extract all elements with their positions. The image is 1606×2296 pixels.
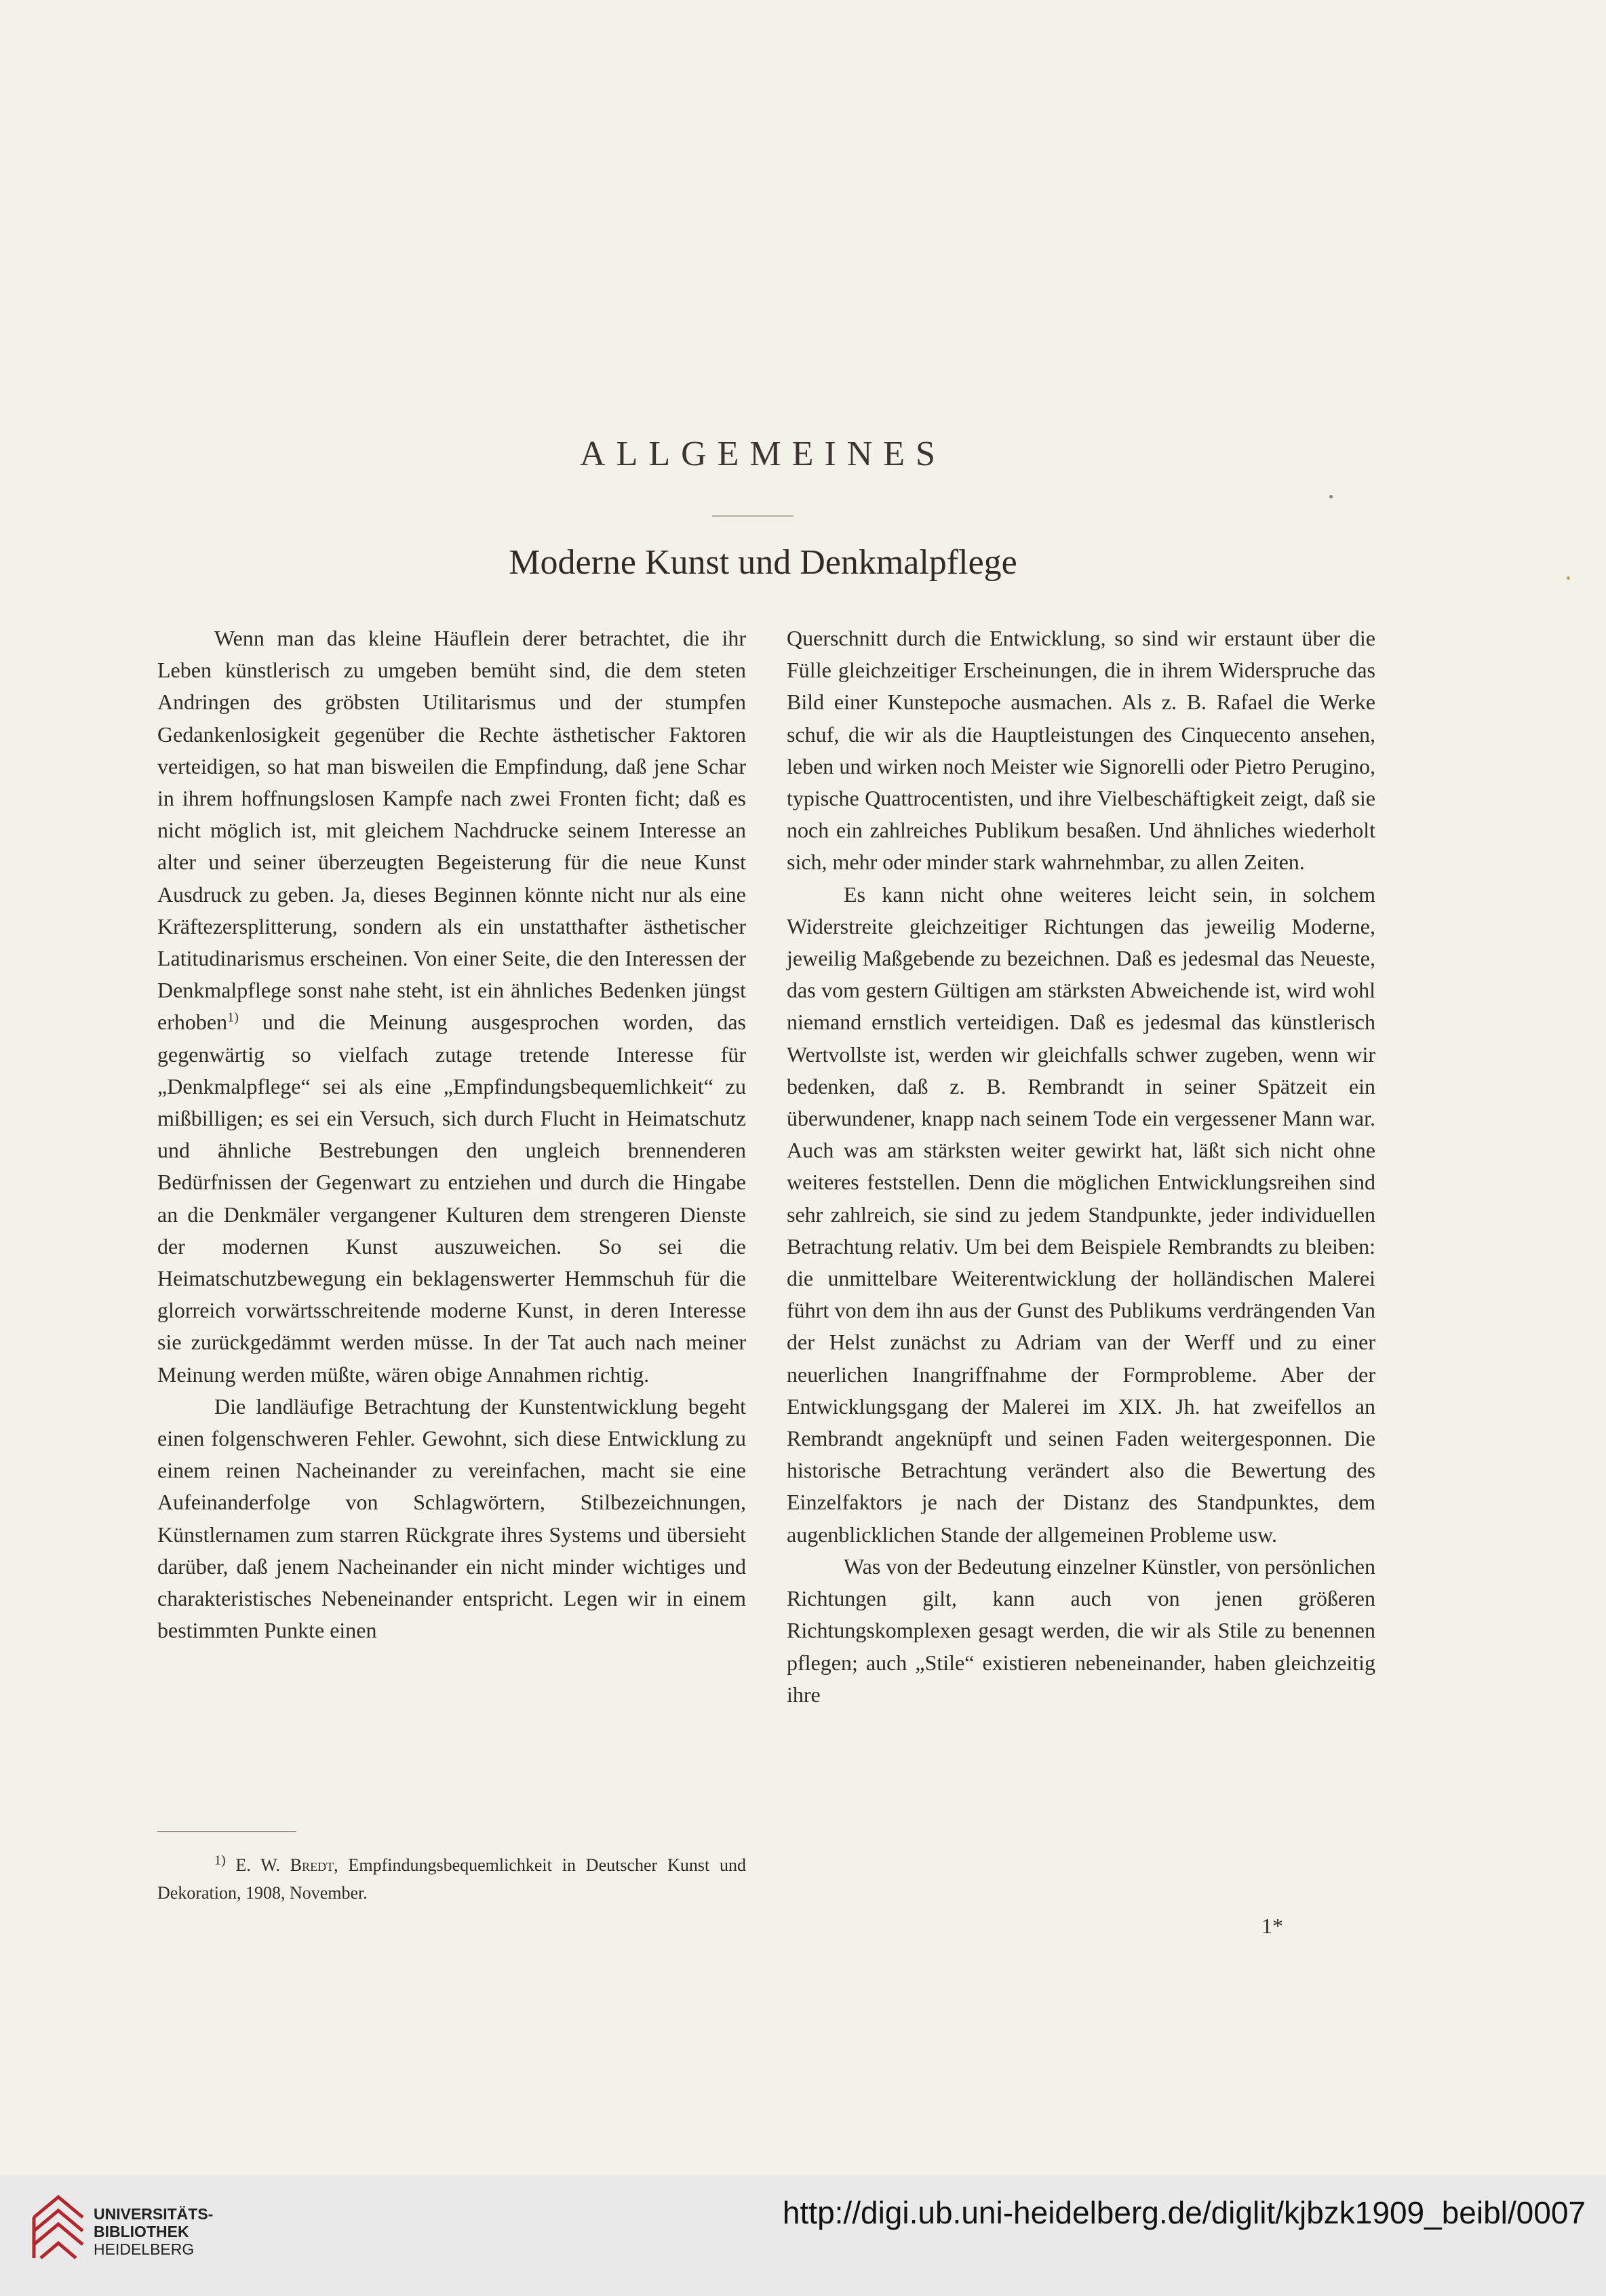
library-logo-text (94, 2205, 213, 2258)
left-paragraph-1-text: Wenn man das kleine Häuflein derer betrachtet, die ihr Leben künstlerisch zu umgeben bemüht sind, die dem steten Andringen des gröbsten Utilitarismus und der stumpfen Gedankenlosigkeit gegenüber die Rechte ästhetischer Faktoren verteidigen, so hat man bisweilen die Empfindung, daß jene Schar in ihrem hoffnungslosen Kampfe nach zwei Fronten ficht; daß es nicht möglich ist, mit gleichem Nachdrucke seinem Interesse an alter und seiner überzeugten Begeisterung für die neue Kunst Ausdruck zu geben. Ja, dieses Beginnen könnte nicht nur als eine Kräftezersplitterung, sondern als ein unstatthafter ästhetischer Latitudinarismus erscheinen. Von einer Seite, die den Interessen der Denkmalpflege sonst nahe steht, ist ein ähnliches Bedenken jüngst erhoben (157, 626, 746, 1035)
left-paragraph-2: Die landläufige Betrachtung der Kunstentwicklung begeht einen folgenschweren Fehler. Gewohnt, sich diese Entwicklung zu einem reinen Nacheinander zu vereinfachen, macht sie eine Aufeinanderfolge von Schlagwörtern, Stilbezeichnungen, Künstlernamen zum starren Rückgrate ihres Systems und übersieht darüber, daß jenem Nacheinander ein nicht minder wichtiges und charakteristisches Nebeneinander entspricht. Legen wir in einem bestimmten Punkte einen (157, 1393, 746, 1643)
footnote-text: Empfindungsbequemlichkeit in Deutscher Kunst und Dekoration, 1908, November. (157, 1855, 747, 1903)
page-number: 1* (1261, 1914, 1283, 1938)
footnote-reference[interactable]: 1) (227, 1010, 239, 1025)
logo-line-1: UNIVERSITÄTS- (94, 2205, 214, 2223)
library-logo-icon (27, 2190, 90, 2266)
footnote (157, 1851, 746, 1907)
footer-bar (0, 2175, 1606, 2296)
footnote-marker: 1) (214, 1853, 226, 1868)
source-url-link[interactable]: http://digi.ub.uni-heidelberg.de/diglit/kjbzk1909_beibl/0007 (782, 2195, 1586, 2230)
section-heading: ALLGEMEINES (580, 435, 946, 473)
article-title: Moderne Kunst und Denkmalpflege (509, 543, 1017, 582)
heading-rule (712, 515, 794, 517)
left-paragraph-1 (157, 622, 746, 1391)
footnote-author: E. W. Bredt, (235, 1855, 338, 1875)
footnote-rule (157, 1831, 296, 1832)
logo-line-2: BIBLIOTHEK (94, 2223, 189, 2240)
right-paragraph-3: Was von der Bedeutung einzelner Künstler, von persönlichen Richtungen gilt, kann auch von jenen größeren Richtungskomplexen gesagt werden, die wir als Stile zu benennen pflegen; auch „Stile“ existieren nebeneinander, haben gleichzeitig ihre (787, 1553, 1375, 1707)
left-paragraph-1-text-cont: und die Meinung ausgesprochen worden, das gegenwärtig so vielfach zutage tretende Interesse für „Denkmalpflege“ sei als eine „Empfindungsbequemlichkeit“ zu mißbilligen; es sei ein Versuch, sich durch Flucht in Heimatschutz und ähnliche Bestrebungen den ungleich brennenderen Bedürfnissen der Gegenwart zu entziehen und durch die Hingabe an die Denkmäler vergangener Kulturen dem strengeren Dienste der modernen Kunst auszuweichen. So sei die Heimatschutzbewegung ein beklagenswerter Hemmschuh für die glorreich vorwärtsschreitende moderne Kunst, in deren Interesse sie zurückgedämmt werden müsse. In der Tat auch nach meiner Meinung werden müßte, wären obige Annahmen richtig. (157, 1010, 746, 1387)
right-paragraph-2: Es kann nicht ohne weiteres leicht sein, in solchem Widerstreite gleichzeitiger Richtungen das jeweilig Moderne, jeweilig Maßgebende zu bezeichnen. Daß es jedesmal das Neueste, das vom gestern Gültigen am stärksten Abweichende ist, wird wohl niemand ernstlich verteidigen. Daß es jedesmal das künstlerisch Wertvollste ist, werden wir gleichfalls schwer zugeben, wenn wir bedenken, daß z. B. Rembrandt in seiner Spätzeit ein überwundener, knapp nach seinem Tode ein vergessener Mann war. Auch was am stärksten weiter gewirkt hat, läßt sich nicht ohne weiteres feststellen. Denn die möglichen Entwicklungsreihen sind sehr zahlreich, sie sind zu jedem Standpunkte, jeder individuellen Betrachtung relativ. Um bei dem Beispiele Rembrandts zu bleiben: die unmittelbare Weiterentwicklung der holländischen Malerei führt von dem ihn aus der Gunst des Publikums verdrängenden Van der Helst zunächst zu Adriam van der Werff und zu einer neuerlichen Inangriffnahme der Formprobleme. Aber der Entwicklungsgang der Malerei im XIX. Jh. hat zweifellos an Rembrandt angeknüpft und seinen Faden weitergesponnen. Die historische Betrachtung verändert also die Bewertung des Einzelfaktors je nach der Distanz des Standpunktes, dem augenblicklichen Stande der allgemeinen Probleme usw. (787, 882, 1375, 1547)
scan-speck (1329, 495, 1333, 498)
scan-speck (1567, 576, 1570, 580)
right-column (787, 622, 1375, 1711)
left-column (157, 622, 746, 1647)
logo-line-3: HEIDELBERG (94, 2240, 195, 2258)
right-paragraph-1: Querschnitt durch die Entwicklung, so sind wir erstaunt über die Fülle gleichzeitiger Erscheinungen, die in ihrem Widerspruche das Bild einer Kunstepoche ausmachen. Als z. B. Rafael die Werke schuf, die wir als die Hauptleistungen des Cinquecento ansehen, leben und wirken noch Meister wie Signorelli oder Pietro Perugino, typische Quattrocentisten, und ihre Vielbeschäftigkeit zeigt, daß sie noch ein zahlreiches Publikum besaßen. Und ähnliches wiederholt sich, mehr oder minder stark wahrnehmbar, zu allen Zeiten. (787, 626, 1375, 875)
